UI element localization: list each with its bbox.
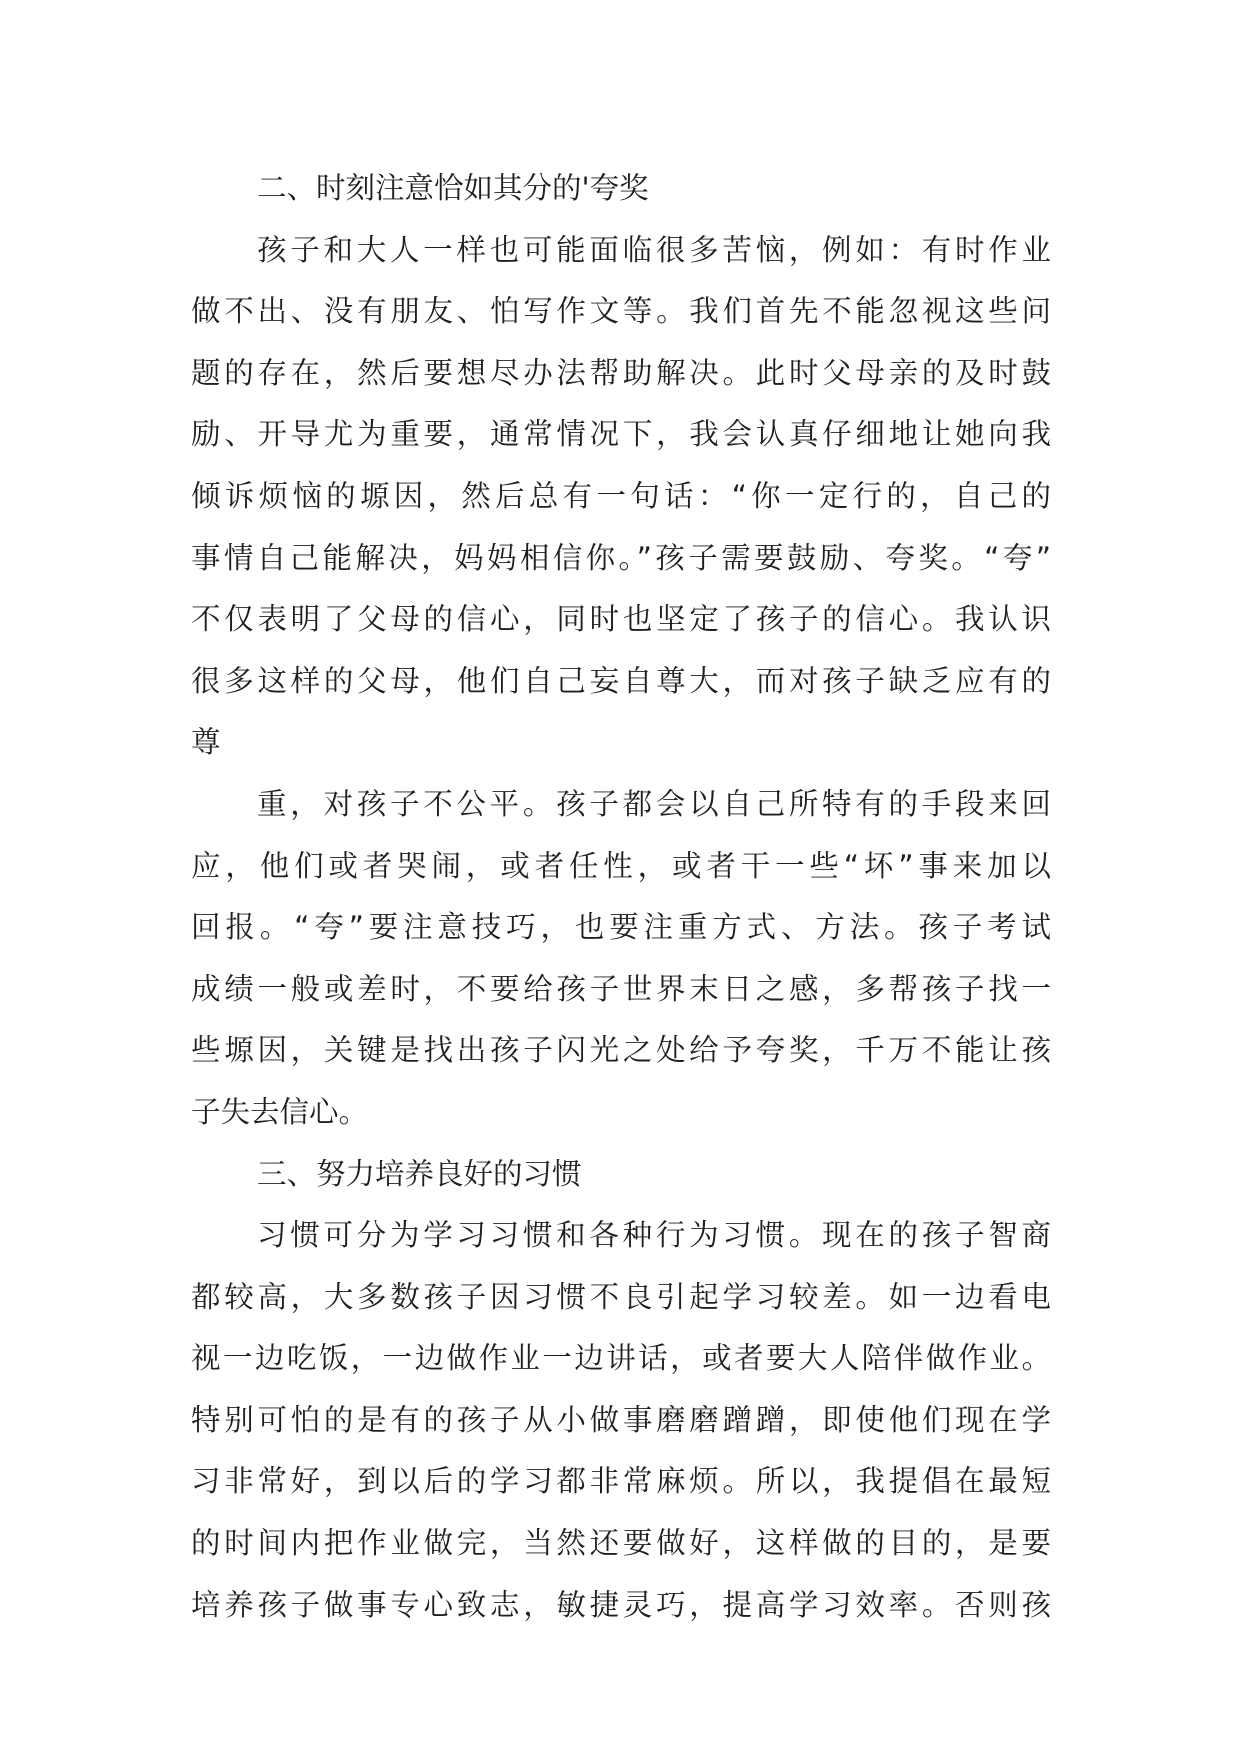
text-line: 倾诉烦恼的塬因，然后总有一句话：“你一定行的，自己的 [191,478,1051,513]
text-line: 二、时刻注意恰如其分的'夸奖 [257,171,649,205]
text-line: 培养孩子做事专心致志，敏捷灵巧，提高学习效率。否则孩 [191,1587,1051,1622]
text-line: 成绩一般或差时，不要给孩子世界末日之感，多帮孩子找一 [191,971,1051,1006]
text-line: 事情自己能解决，妈妈相信你。”孩子需要鼓励、夸奖。“夸” [191,540,1051,575]
text-line: 子失去信心。 [191,1094,369,1129]
text-line: 很多这样的父母，他们自己妄自尊大，而对孩子缺乏应有的 [191,663,1051,698]
text-line: 不仅表明了父母的信心，同时也坚定了孩子的信心。我认识 [191,602,1051,637]
document-body [191,158,1051,1636]
text-line: 习惯可分为学习习惯和各种行为习惯。现在的孩子智商 [257,1218,1051,1253]
text-line: 视一边吃饭，一边做作业一边讲话，或者要大人陪伴做作业。 [191,1341,1051,1376]
text-line: 都较高，大多数孩子因习惯不良引起学习较差。如一边看电 [191,1279,1051,1314]
text-line: 特别可怕的是有的孩子从小做事磨磨蹭蹭，即使他们现在学 [191,1402,1051,1437]
text-line: 应，他们或者哭闹，或者任性，或者干一些“坏”事来加以 [191,848,1051,883]
text-line: 孩子和大人一样也可能面临很多苦恼，例如：有时作业 [257,232,1051,267]
text-line: 些塬因，关键是找出孩子闪光之处给予夸奖，千万不能让孩 [191,1033,1051,1068]
text-line: 题的存在，然后要想尽办法帮助解决。此时父母亲的及时鼓 [191,355,1051,390]
text-line: 回报。“夸”要注意技巧，也要注重方式、方法。孩子考试 [191,910,1051,945]
text-line: 重，对孩子不公平。孩子都会以自己所特有的手段来回 [257,786,1051,821]
text-line: 的时间内把作业做完，当然还要做好，这样做的目的，是要 [191,1526,1051,1561]
text-line: 习非常好，到以后的学习都非常麻烦。所以，我提倡在最短 [191,1464,1051,1499]
text-line: 尊 [191,725,221,760]
text-line: 励、开导尤为重要，通常情况下，我会认真仔细地让她向我 [191,417,1051,452]
text-line: 做不出、没有朋友、怕写作文等。我们首先不能忽视这些问 [191,294,1051,329]
text-line: 三、努力培养良好的习惯 [257,1156,582,1191]
